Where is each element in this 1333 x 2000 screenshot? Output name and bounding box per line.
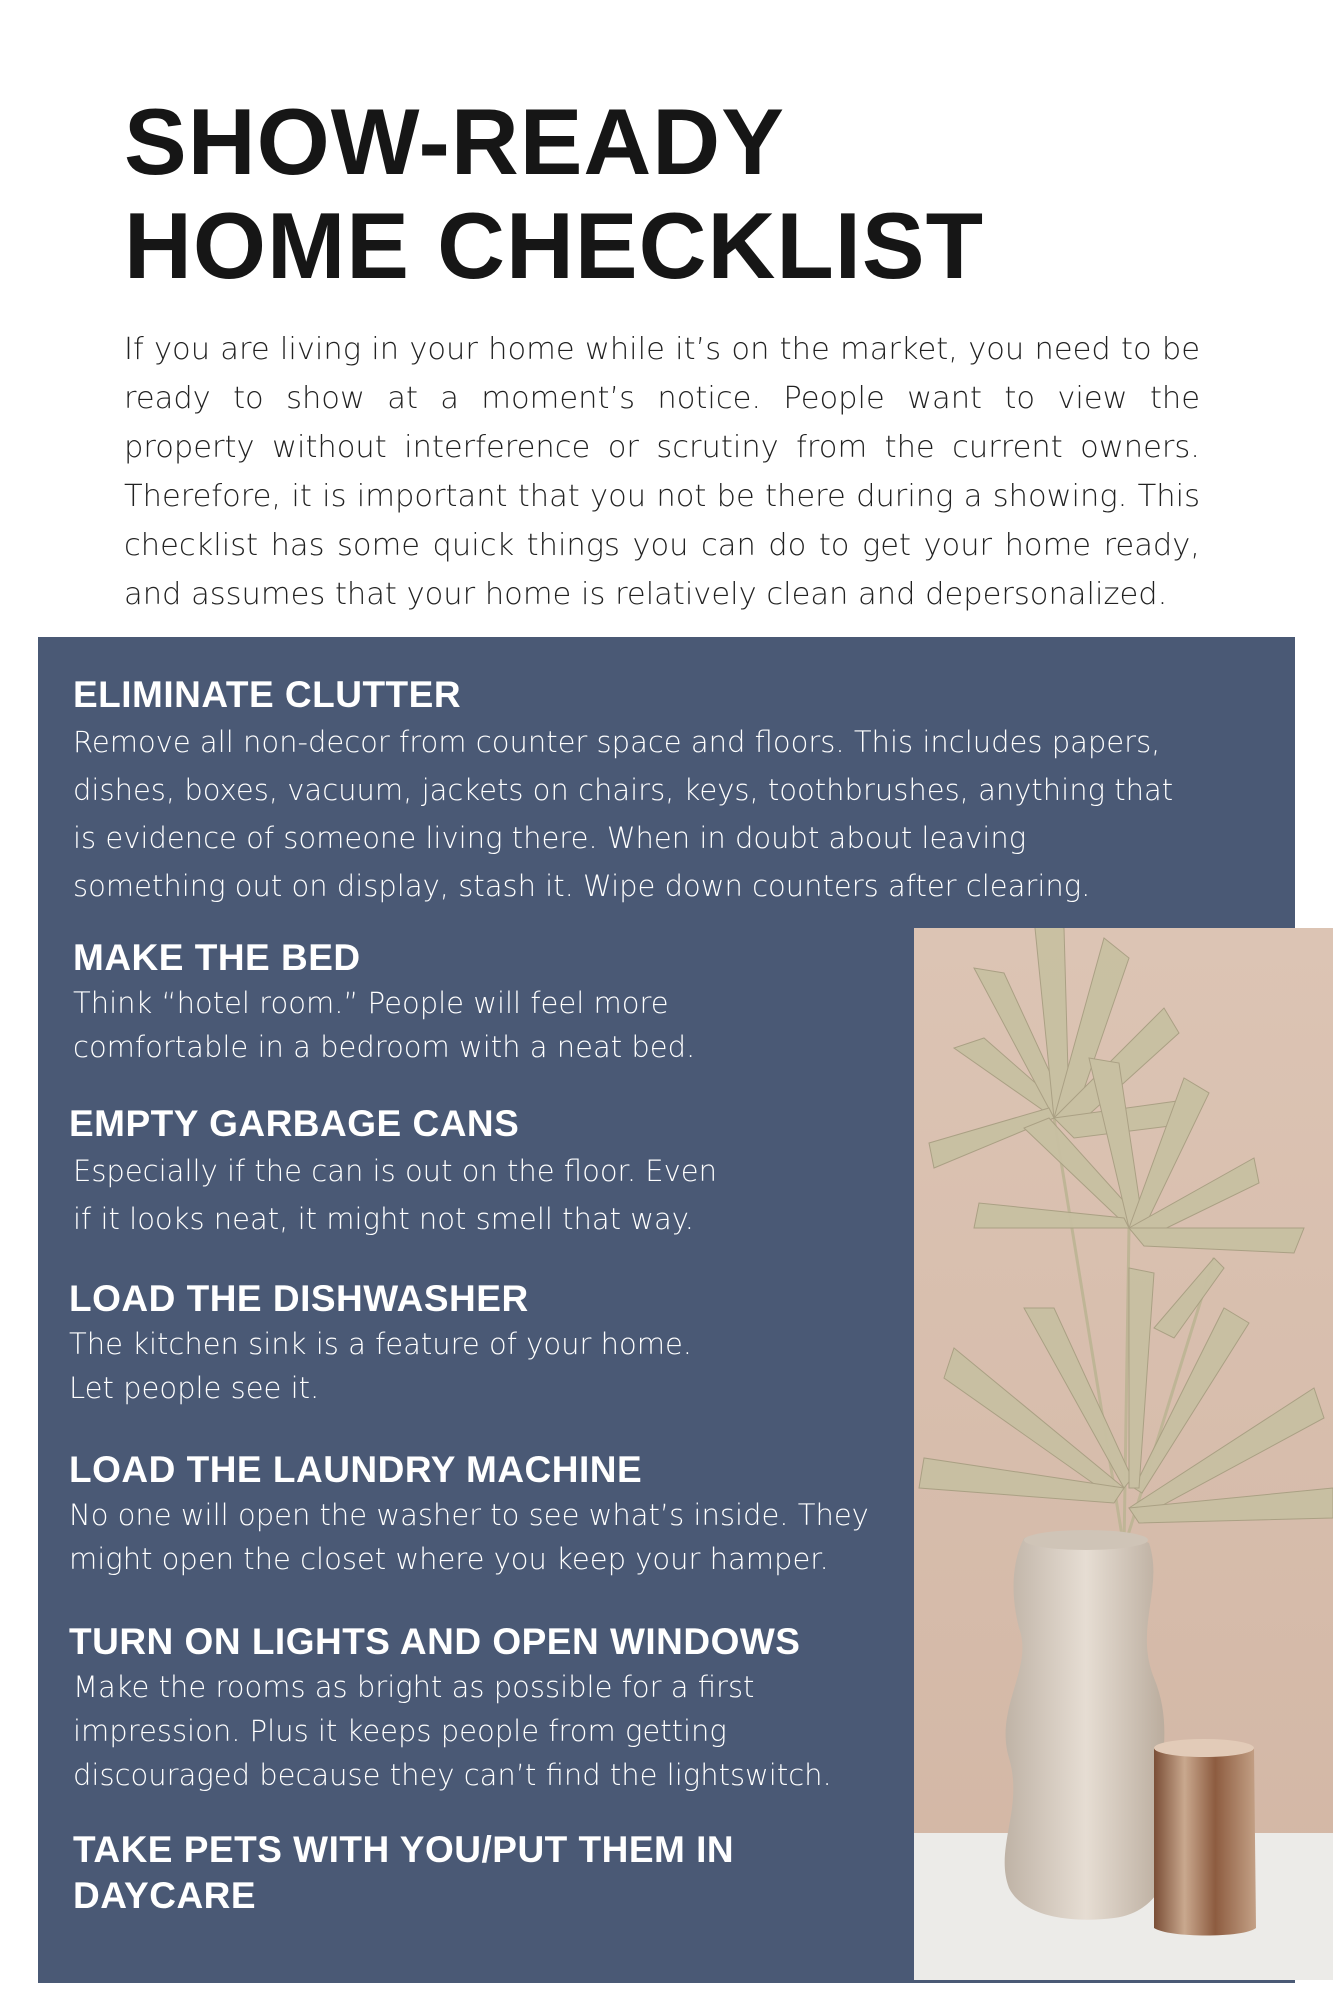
section-heading: DAYCARE [73,1875,257,1916]
vase-photo-illustration [914,928,1333,1980]
section-empty-garbage-cans [69,1101,717,1243]
section-text-line: Especially if the can is out on the floor. Even [73,1154,717,1188]
section-lights-and-windows [69,1619,832,1797]
section-eliminate-clutter [73,672,1173,910]
section-heading: ELIMINATE CLUTTER [73,674,462,715]
section-load-the-dishwasher [69,1276,692,1410]
section-text-line: comfortable in a bedroom with a neat bed. [73,1030,696,1064]
section-heading: TAKE PETS WITH YOU/PUT THEM IN [73,1829,735,1870]
section-heading: TURN ON LIGHTS AND OPEN WINDOWS [69,1621,801,1662]
section-text-line: might open the closet where you keep your hamper. [69,1542,829,1576]
section-text-line: Remove all non-decor from counter space and floors. This includes papers, [73,725,1161,759]
section-text-line: impression. Plus it keeps people from getting [73,1714,727,1748]
section-text-line: dishes, boxes, vacuum, jackets on chairs, keys, toothbrushes, anything that [73,773,1174,807]
title-line-1: SHOW-READY [124,89,785,194]
section-take-pets [73,1827,734,1919]
section-heading: LOAD THE DISHWASHER [69,1278,529,1319]
section-text-line: if it looks neat, it might not smell that way. [73,1202,695,1236]
section-text-line: Think “hotel room.” People will feel more [73,986,669,1020]
section-text-line: The kitchen sink is a feature of your home. [69,1327,693,1361]
intro-paragraph: If you are living in your home while it’s on the market, you need to be ready to show at a moment’s notice. People want to view the property without interference or scrutiny from the current owners. Therefore, it is important that you not be there during a showing. This checklist has some quick things you can do to get your home ready, and assumes that your home is relatively clean and depersonalized. [124,332,1200,612]
section-load-the-laundry-machine [69,1447,869,1581]
section-heading: LOAD THE LAUNDRY MACHINE [69,1449,643,1490]
vase-photo [914,928,1333,1980]
page-title [124,90,984,298]
title-line-2: HOME CHECKLIST [124,193,984,298]
section-text-line: something out on display, stash it. Wipe down counters after clearing. [73,869,1091,903]
section-text-line: Make the rooms as bright as possible for a first [73,1670,755,1704]
section-make-the-bed [73,935,695,1069]
section-text-line: is evidence of someone living there. When in doubt about leaving [73,821,1027,855]
section-heading: MAKE THE BED [73,937,361,978]
section-text-line: discouraged because they can’t find the lightswitch. [73,1758,832,1792]
section-text-line: Let people see it. [69,1371,320,1405]
section-text-line: No one will open the washer to see what’s inside. They [69,1498,869,1532]
section-heading: EMPTY GARBAGE CANS [69,1103,520,1144]
